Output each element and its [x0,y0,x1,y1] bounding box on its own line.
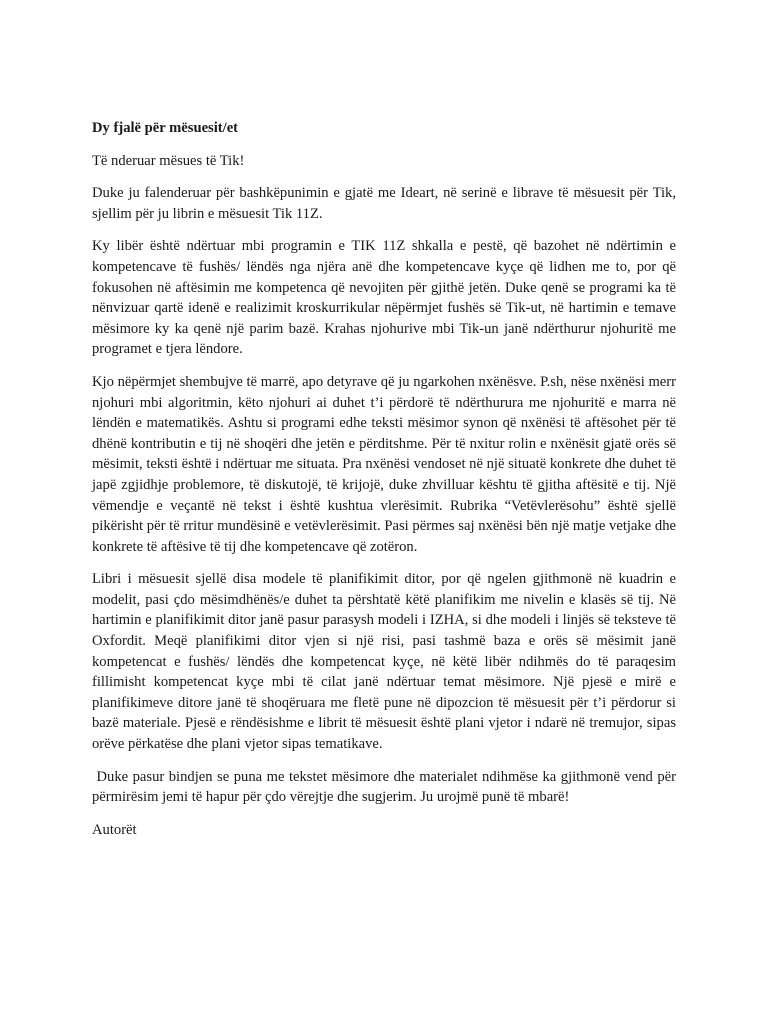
signature: Autorët [92,821,137,838]
paragraph-2: Ky libër është ndërtuar mbi programin e TIK 11Z shkalla e pestë, që bazohet në ndërtimin e kompetencave të fushës/ lëndës nga njëra anë dhe kompetencave kyçe që lidhen me to, por që fokusohen në aftësimin me kompetenca që nevojiten për gjithë jetën. Duke qenë se programi ka të nënvizuar qartë idenë e realizimit kroskurrikular nëpërmjet fushës së Tik-ut, në hartimin e temave mësimore ky ka qenë një parim bazë. Krahas njohurive mbi Tik-un janë ndërthurur njohuritë me programet e tjera lëndore. [92,238,676,358]
paragraph-1: Duke ju falenderuar për bashkëpunimin e gjatë me Ideart, në serinë e librave të mësuesit për Tik, sjellim për ju librin e mësuesit Tik 11Z. [92,185,676,222]
salutation: Të nderuar mësues të Tik! [92,152,245,169]
paragraph-5: Duke pasur bindjen se puna me tekstet mësimore dhe materialet ndihmëse ka gjithmonë vend për përmirësim jemi të hapur për çdo vërejtje dhe sugjerim. Ju urojmë punë të mbarë! [92,768,680,806]
paragraph-3: Kjo nëpërmjet shembujve të marrë, apo detyrave që ju ngarkohen nxënësve. P.sh, nëse nxënësi merr njohuri mbi algoritmin, këto njohuri ai duhet t’i përdorë të ndërthurura me njohuritë e marra në lëndën e matematikës. Ashtu si programi edhe teksti mësimor synon që nxënësi të aftësohet për të dhënë kontributin e tij në shoqëri dhe jetën e përditshme. Për të nxitur rolin e nxënësit gjatë orës së mësimit, teksti është i ndërtuar me situata. Pra nxënësi vendoset në një situatë konkrete dhe duhet të japë zgjidhje problemore, të diskutojë, të krijojë, duke zhvilluar kështu të gjitha aftësitë e tij. Një vëmendje e veçantë në tekst i është kushtua vlerësimit. Rubrika “Vetëvlerësohu” është sjellë pikërisht për të rritur mundësinë e vetëvlerësimit. Pasi përmes saj nxënësi bën një matje vetjake dhe konkrete të aftësive të tij dhe kompetencave që zotëron. [92,373,676,555]
page-title: Dy fjalë për mësuesit/et [92,120,239,136]
document-body [92,118,680,852]
paragraph-4: Libri i mësuesit sjellë disa modele të planifikimit ditor, por që ngelen gjithmonë në kuadrin e modelit, pasi çdo mësimdhënës/e duhet ta përshtatë këtë planifikim me nivelin e klasës së tij. Në hartimin e planifikimit ditor janë pasur parasysh modeli i IZHA, si dhe modeli i linjës së teksteve të Oxfordit. Meqë planifikimi ditor vjen si një risi, pasi tashmë baza e orës së mësimit janë kompetencat e fushës/ lëndës dhe kompetencat kyçe, në këtë libër ndihmës do të paraqesim fillimisht kompetencat kyçe mbi të cilat janë ndërtuar temat mësimore. Një pjesë e mirë e planifikimeve ditore janë të shoqëruara me fletë pune në dipozcion të mësuesit për t’i përdorur si bazë materiale. Pjesë e rëndësishme e librit të mësuesit është plani vjetor i ndarë në tremujor, sipas orëve përkatëse dhe plani vjetor sipas tematikave. [92,571,676,753]
